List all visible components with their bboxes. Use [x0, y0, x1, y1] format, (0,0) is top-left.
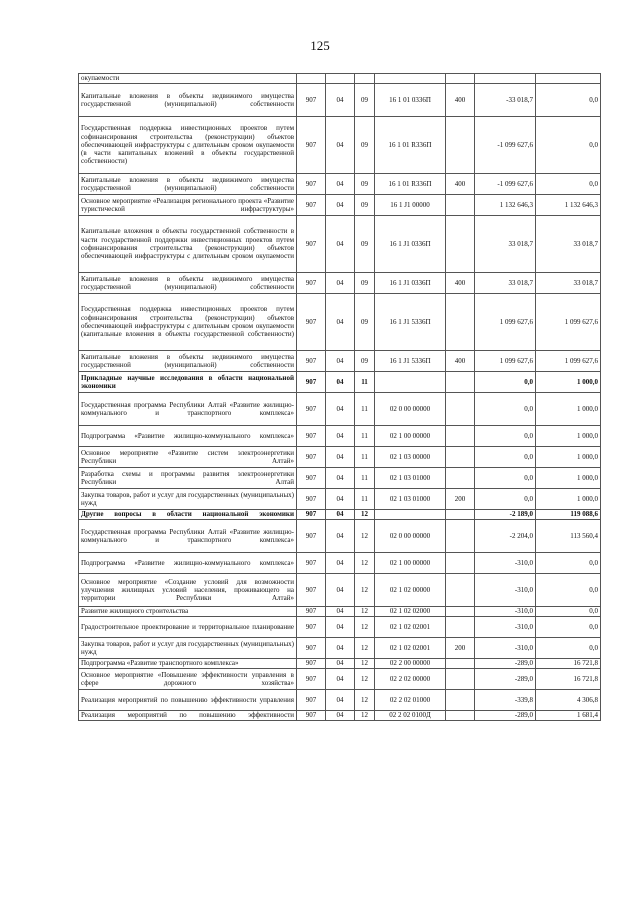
row-section-code: 04	[326, 711, 355, 721]
row-expense-type	[446, 447, 475, 468]
table-row	[79, 669, 601, 690]
row-name: Закупка товаров, работ и услуг для государственных (муниципальных) нужд	[79, 638, 297, 659]
row-name: Капитальные вложения в объекты недвижимого имущества государственной (муниципальной) собственности	[79, 351, 297, 372]
row-target-article: 02 1 02 02001	[375, 617, 446, 638]
table-row	[79, 216, 601, 273]
row-amount-2: 1 000,0	[536, 468, 601, 489]
row-section-code: 04	[326, 195, 355, 216]
row-subsection-code: 09	[355, 216, 375, 273]
row-target-article	[375, 372, 446, 393]
row-target-article: 02 1 02 02000	[375, 607, 446, 617]
row-admin-code: 907	[297, 174, 326, 195]
row-target-article: 16 1 J1 5336П	[375, 351, 446, 372]
row-section-code: 04	[326, 553, 355, 574]
row-amount-2	[536, 74, 601, 84]
table-row	[79, 372, 601, 393]
row-amount-1: -289,0	[475, 711, 536, 721]
row-expense-type	[446, 711, 475, 721]
row-subsection-code: 12	[355, 510, 375, 520]
row-admin-code: 907	[297, 553, 326, 574]
row-expense-type	[446, 393, 475, 426]
row-section-code: 04	[326, 426, 355, 447]
row-expense-type	[446, 520, 475, 553]
row-section-code: 04	[326, 617, 355, 638]
row-amount-1: 0,0	[475, 372, 536, 393]
row-amount-2: 0,0	[536, 84, 601, 117]
row-amount-1: -310,0	[475, 607, 536, 617]
row-expense-type	[446, 216, 475, 273]
row-expense-type: 200	[446, 638, 475, 659]
row-subsection-code: 12	[355, 711, 375, 721]
row-name: Закупка товаров, работ и услуг для государственных (муниципальных) нужд	[79, 489, 297, 510]
row-amount-1: 0,0	[475, 393, 536, 426]
row-amount-2: 1 000,0	[536, 489, 601, 510]
row-amount-2: 0,0	[536, 117, 601, 174]
table-row	[79, 468, 601, 489]
row-expense-type: 200	[446, 489, 475, 510]
row-admin-code: 907	[297, 690, 326, 711]
row-amount-1: -310,0	[475, 574, 536, 607]
row-amount-1: -1 099 627,6	[475, 117, 536, 174]
row-amount-2: 0,0	[536, 638, 601, 659]
table-row	[79, 711, 601, 721]
row-amount-1: -1 099 627,6	[475, 174, 536, 195]
row-amount-2: 16 721,8	[536, 669, 601, 690]
row-name: Капитальные вложения в объекты государственной собственности в части государственной поддержки инвестиционных проектов путем софинансирования строительства (реконструкции) объектов обеспечивающей инфраструктуры с длительным сроком окупаемости	[79, 216, 297, 273]
row-target-article: 02 1 02 02001	[375, 638, 446, 659]
row-amount-2: 1 132 646,3	[536, 195, 601, 216]
row-amount-2: 4 306,8	[536, 690, 601, 711]
row-admin-code: 907	[297, 510, 326, 520]
row-section-code: 04	[326, 638, 355, 659]
row-amount-2: 0,0	[536, 174, 601, 195]
row-expense-type	[446, 690, 475, 711]
table-row	[79, 174, 601, 195]
row-subsection-code: 12	[355, 553, 375, 574]
row-target-article: 02 1 03 00000	[375, 447, 446, 468]
row-expense-type	[446, 617, 475, 638]
row-expense-type	[446, 669, 475, 690]
row-name: Основное мероприятие «Создание условий для возможности улучшения жилищных условий населения, проживающего на территории Республики Алтай»	[79, 574, 297, 607]
row-subsection-code: 09	[355, 294, 375, 351]
row-expense-type: 400	[446, 273, 475, 294]
row-subsection-code: 11	[355, 426, 375, 447]
row-section-code: 04	[326, 574, 355, 607]
row-expense-type	[446, 510, 475, 520]
row-target-article: 16 1 01 R336П	[375, 174, 446, 195]
row-amount-1: -289,0	[475, 669, 536, 690]
row-admin-code: 907	[297, 520, 326, 553]
table-row	[79, 553, 601, 574]
row-expense-type	[446, 426, 475, 447]
row-admin-code: 907	[297, 351, 326, 372]
row-name: окупаемости	[79, 74, 297, 84]
row-target-article: 02 1 00 00000	[375, 426, 446, 447]
row-admin-code: 907	[297, 489, 326, 510]
row-target-article: 02 0 00 00000	[375, 393, 446, 426]
row-subsection-code: 09	[355, 174, 375, 195]
row-admin-code: 907	[297, 638, 326, 659]
row-target-article: 16 1 01 R336П	[375, 117, 446, 174]
row-expense-type: 400	[446, 174, 475, 195]
row-section-code: 04	[326, 216, 355, 273]
row-subsection-code: 11	[355, 447, 375, 468]
row-name: Основное мероприятие «Повышение эффективности управления в сфере дорожного хозяйства»	[79, 669, 297, 690]
row-expense-type	[446, 195, 475, 216]
row-name: Государственная поддержка инвестиционных проектов путем софинансирования строительства (реконструкции) объектов обеспечивающей инфраструктуры с длительным сроком окупаемости (в части капитальных вложений в объекты государственной собственности)	[79, 117, 297, 174]
row-name: Подпрограмма «Развитие жилищно-коммунального комплекса»	[79, 553, 297, 574]
row-admin-code: 907	[297, 617, 326, 638]
table-row	[79, 638, 601, 659]
row-amount-2: 0,0	[536, 617, 601, 638]
row-amount-1: 1 099 627,6	[475, 294, 536, 351]
row-section-code: 04	[326, 351, 355, 372]
row-subsection-code: 09	[355, 117, 375, 174]
row-expense-type	[446, 468, 475, 489]
row-amount-1: -33 018,7	[475, 84, 536, 117]
row-section-code: 04	[326, 520, 355, 553]
row-target-article	[375, 510, 446, 520]
row-amount-1: 0,0	[475, 447, 536, 468]
row-expense-type	[446, 294, 475, 351]
row-name: Подпрограмма «Развитие жилищно-коммунального комплекса»	[79, 426, 297, 447]
row-expense-type: 400	[446, 84, 475, 117]
table-row	[79, 294, 601, 351]
row-admin-code: 907	[297, 195, 326, 216]
table-row	[79, 447, 601, 468]
row-expense-type	[446, 574, 475, 607]
row-amount-1: -310,0	[475, 617, 536, 638]
row-subsection-code: 12	[355, 669, 375, 690]
row-subsection-code: 12	[355, 659, 375, 669]
table-row	[79, 84, 601, 117]
row-section-code: 04	[326, 489, 355, 510]
row-target-article: 02 1 00 00000	[375, 553, 446, 574]
row-target-article: 02 2 00 00000	[375, 659, 446, 669]
row-amount-1: -310,0	[475, 638, 536, 659]
row-subsection-code: 09	[355, 273, 375, 294]
row-admin-code: 907	[297, 273, 326, 294]
row-section-code: 04	[326, 273, 355, 294]
row-name: Капитальные вложения в объекты недвижимого имущества государственной (муниципальной) собственности	[79, 174, 297, 195]
row-target-article: 02 0 00 00000	[375, 520, 446, 553]
row-target-article: 16 1 J1 0336П	[375, 216, 446, 273]
row-admin-code: 907	[297, 574, 326, 607]
row-admin-code: 907	[297, 393, 326, 426]
row-subsection-code: 11	[355, 393, 375, 426]
row-amount-1: 0,0	[475, 489, 536, 510]
row-section-code: 04	[326, 294, 355, 351]
row-target-article: 02 1 03 01000	[375, 468, 446, 489]
row-admin-code: 907	[297, 607, 326, 617]
row-amount-2: 0,0	[536, 607, 601, 617]
row-amount-2: 119 088,6	[536, 510, 601, 520]
row-name: Основное мероприятие «Реализация регионального проекта «Развитие туристической инфраструктуры»	[79, 195, 297, 216]
row-admin-code: 907	[297, 216, 326, 273]
row-amount-1: -310,0	[475, 553, 536, 574]
row-amount-2: 0,0	[536, 553, 601, 574]
row-amount-1: 0,0	[475, 426, 536, 447]
row-admin-code: 907	[297, 659, 326, 669]
table-row	[79, 607, 601, 617]
row-target-article: 02 1 03 01000	[375, 489, 446, 510]
row-admin-code: 907	[297, 468, 326, 489]
page-number: 125	[310, 38, 330, 53]
row-subsection-code: 12	[355, 607, 375, 617]
row-section-code: 04	[326, 447, 355, 468]
row-amount-2: 1 000,0	[536, 393, 601, 426]
row-section-code: 04	[326, 372, 355, 393]
row-section-code: 04	[326, 669, 355, 690]
row-subsection-code: 09	[355, 195, 375, 216]
row-target-article: 16 1 01 0336П	[375, 84, 446, 117]
row-target-article: 16 1 J1 00000	[375, 195, 446, 216]
row-amount-2: 113 560,4	[536, 520, 601, 553]
table-row	[79, 574, 601, 607]
table-row	[79, 74, 601, 84]
row-expense-type	[446, 117, 475, 174]
row-target-article: 02 2 02 00000	[375, 669, 446, 690]
row-name: Другие вопросы в области национальной экономики	[79, 510, 297, 520]
row-subsection-code: 11	[355, 372, 375, 393]
table-row	[79, 351, 601, 372]
row-amount-1: -339,8	[475, 690, 536, 711]
row-name: Капитальные вложения в объекты недвижимого имущества государственной (муниципальной) собственности	[79, 273, 297, 294]
table-row	[79, 690, 601, 711]
row-target-article	[375, 74, 446, 84]
row-admin-code	[297, 74, 326, 84]
row-subsection-code: 12	[355, 638, 375, 659]
row-admin-code: 907	[297, 711, 326, 721]
row-expense-type: 400	[446, 351, 475, 372]
row-subsection-code: 09	[355, 84, 375, 117]
row-section-code: 04	[326, 607, 355, 617]
row-name: Разработка схемы и программы развития электроэнергетики Республики Алтай	[79, 468, 297, 489]
row-section-code: 04	[326, 510, 355, 520]
row-expense-type	[446, 607, 475, 617]
row-name: Реализация мероприятий по повышению эффективности	[79, 711, 297, 721]
row-name: Подпрограмма «Развитие транспортного комплекса»	[79, 659, 297, 669]
row-name: Государственная программа Республики Алтай «Развитие жилищно-коммунального и транспортного комплекса»	[79, 393, 297, 426]
row-target-article: 02 2 02 01000	[375, 690, 446, 711]
row-amount-2: 1 681,4	[536, 711, 601, 721]
row-section-code: 04	[326, 393, 355, 426]
row-name: Реализация мероприятий по повышению эффективности управления	[79, 690, 297, 711]
table-row	[79, 489, 601, 510]
row-name: Государственная программа Республики Алтай «Развитие жилищно-коммунального и транспортного комплекса»	[79, 520, 297, 553]
row-amount-2: 16 721,8	[536, 659, 601, 669]
row-amount-2: 1 000,0	[536, 372, 601, 393]
row-amount-1: 0,0	[475, 468, 536, 489]
table-row	[79, 195, 601, 216]
row-admin-code: 907	[297, 84, 326, 117]
row-section-code: 04	[326, 468, 355, 489]
row-amount-2: 0,0	[536, 574, 601, 607]
row-amount-1: -2 189,0	[475, 510, 536, 520]
row-subsection-code: 09	[355, 351, 375, 372]
row-section-code: 04	[326, 174, 355, 195]
row-name: Градостроительное проектирование и территориальное планирование	[79, 617, 297, 638]
table-row	[79, 117, 601, 174]
row-subsection-code: 11	[355, 468, 375, 489]
row-amount-1: 1 132 646,3	[475, 195, 536, 216]
row-amount-1: 33 018,7	[475, 273, 536, 294]
row-name: Основное мероприятие «Развитие систем электроэнергетики Республики Алтай»	[79, 447, 297, 468]
row-admin-code: 907	[297, 294, 326, 351]
row-expense-type	[446, 659, 475, 669]
row-amount-2: 33 018,7	[536, 216, 601, 273]
row-section-code: 04	[326, 690, 355, 711]
row-target-article: 16 1 J1 5336П	[375, 294, 446, 351]
row-subsection-code: 12	[355, 690, 375, 711]
row-target-article: 16 1 J1 0336П	[375, 273, 446, 294]
row-target-article: 02 2 02 0100Д	[375, 711, 446, 721]
table-row	[79, 426, 601, 447]
row-subsection-code: 12	[355, 617, 375, 638]
row-expense-type	[446, 372, 475, 393]
row-name: Государственная поддержка инвестиционных проектов путем софинансирования строительства (реконструкции) объектов обеспечивающей инфраструктуры с длительным сроком окупаемости (капитальные вложения в объекты государственной собственности)	[79, 294, 297, 351]
row-amount-1: 1 099 627,6	[475, 351, 536, 372]
row-name: Прикладные научные исследования в области национальной экономики	[79, 372, 297, 393]
row-section-code: 04	[326, 659, 355, 669]
row-amount-2: 1 099 627,6	[536, 294, 601, 351]
row-amount-2: 1 000,0	[536, 426, 601, 447]
row-amount-2: 33 018,7	[536, 273, 601, 294]
row-admin-code: 907	[297, 669, 326, 690]
row-amount-1: -289,0	[475, 659, 536, 669]
row-name: Развитие жилищного строительства	[79, 607, 297, 617]
row-expense-type	[446, 553, 475, 574]
budget-table	[78, 73, 601, 721]
table-row	[79, 510, 601, 520]
row-target-article: 02 1 02 00000	[375, 574, 446, 607]
table-row	[79, 273, 601, 294]
row-admin-code: 907	[297, 117, 326, 174]
row-section-code: 04	[326, 117, 355, 174]
row-admin-code: 907	[297, 447, 326, 468]
row-amount-1: -2 204,0	[475, 520, 536, 553]
table-row	[79, 393, 601, 426]
row-amount-1	[475, 74, 536, 84]
row-section-code	[326, 74, 355, 84]
row-expense-type	[446, 74, 475, 84]
table-row	[79, 617, 601, 638]
row-admin-code: 907	[297, 372, 326, 393]
row-section-code: 04	[326, 84, 355, 117]
row-admin-code: 907	[297, 426, 326, 447]
table-row	[79, 520, 601, 553]
table-row	[79, 659, 601, 669]
row-amount-2: 1 099 627,6	[536, 351, 601, 372]
row-subsection-code: 12	[355, 574, 375, 607]
row-subsection-code	[355, 74, 375, 84]
row-subsection-code: 12	[355, 520, 375, 553]
row-amount-2: 1 000,0	[536, 447, 601, 468]
row-name: Капитальные вложения в объекты недвижимого имущества государственной (муниципальной) собственности	[79, 84, 297, 117]
row-amount-1: 33 018,7	[475, 216, 536, 273]
row-subsection-code: 11	[355, 489, 375, 510]
